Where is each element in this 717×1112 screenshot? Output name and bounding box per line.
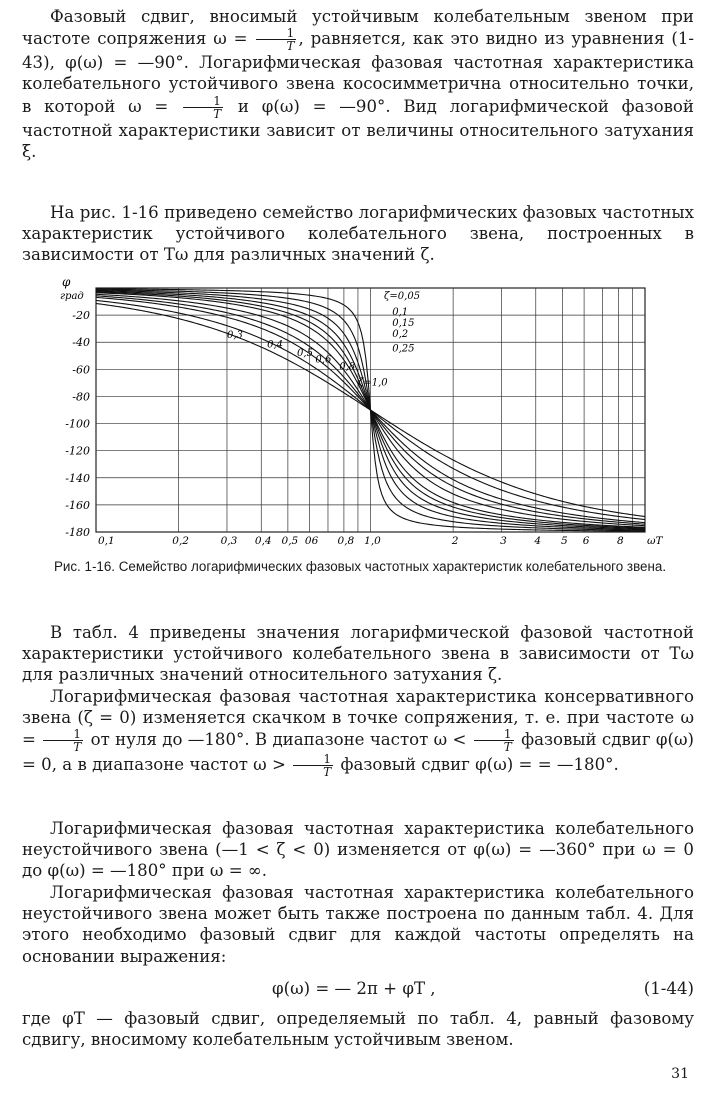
y-axis-label-unit: град xyxy=(60,291,84,302)
x-tick-label: 8 xyxy=(617,535,624,547)
y-tick-label: -80 xyxy=(72,390,90,404)
paragraph-3: В табл. 4 приведены значения логарифмической фазовой частотной характеристики устойчивого колебательного звена в зависимости от Tω для различных значений относительного затухания ζ. xyxy=(22,623,694,685)
x-tick-label: 6 xyxy=(582,535,590,547)
paragraph-4-part-c: фазовый сдвиг φ(ω) = 0, а в диапазоне частот ω > xyxy=(22,730,694,775)
fraction-1-over-t xyxy=(183,95,223,120)
fraction-numerator: 1 xyxy=(183,95,223,108)
curve-annotation: 0,15 xyxy=(392,317,415,329)
fraction-denominator: T xyxy=(286,39,295,54)
x-tick-label: 2 xyxy=(451,535,459,547)
curve-annotation: ζ=1,0 xyxy=(357,377,388,389)
y-tick-label: -100 xyxy=(65,417,90,431)
paragraph-4-part-b: от нуля до —180°. В диапазоне частот ω < xyxy=(90,730,467,750)
paragraph-1-part-a: Фазовый сдвиг, вносимый устойчивым колебательным звеном при частоте сопряжения ω = xyxy=(22,7,694,49)
paragraph-7: где φT — фазовый сдвиг, определяемый по табл. 4, равный фазовому сдвигу, вносимому колебательным устойчивым звеном. xyxy=(22,1009,694,1050)
curve-annotation: 0,5 xyxy=(297,347,313,359)
fraction-numerator: 1 xyxy=(256,27,296,40)
curve-annotation: 0,1 xyxy=(392,307,409,319)
x-tick-label: 1,0 xyxy=(364,535,381,547)
x-tick-label: 3 xyxy=(500,535,507,547)
y-tick-label: -160 xyxy=(65,498,90,512)
x-tick-label: 0,8 xyxy=(337,535,355,547)
y-tick-label: -20 xyxy=(72,309,90,323)
fraction-denominator: T xyxy=(323,765,332,780)
formula-number: (1-44) xyxy=(643,979,694,998)
formula-expression: φ(ω) = — 2π + φT , xyxy=(272,979,436,998)
curve-annotation: 0,8 xyxy=(339,361,356,373)
x-tick-label: 0,1 xyxy=(98,535,115,547)
paragraph-2: На рис. 1-16 приведено семейство логарифмических фазовых частотных характеристик устойчивого колебательного звена, построенных в зависимости от Tω для различных значений ζ. xyxy=(22,203,694,265)
y-axis-label-symbol: φ xyxy=(62,275,71,289)
fraction-1-over-t xyxy=(474,728,514,753)
paragraph-6: Логарифмическая фазовая частотная характеристика колебательного неустойчивого звена может быть также построена по данным табл. 4. Для этого необходимо фазовый сдвиг для каждой частоты определять на основании выражения: xyxy=(22,883,694,966)
page-number: 31 xyxy=(671,1066,689,1082)
figure-caption: Рис. 1-16. Семейство логарифмических фазовых частотных характеристик колебательного звена. xyxy=(53,559,667,574)
paragraph-1-part-c: и φ(ω) = —90°. Вид логарифмической фазовой частотной характеристики зависит от величины относительного затухания ξ. xyxy=(22,96,694,161)
x-tick-label: 5 xyxy=(561,535,568,547)
fraction-numerator: 1 xyxy=(474,728,514,741)
paragraph-4-part-d: фазовый сдвиг φ(ω) = = —180°. xyxy=(340,755,619,775)
y-tick-label: -180 xyxy=(65,526,90,539)
curve-annotation: 0,3 xyxy=(226,330,243,342)
x-tick-label: 0,3 xyxy=(220,535,238,547)
fraction-denominator: T xyxy=(503,740,512,755)
curve-annotation: 0,6 xyxy=(315,354,332,366)
x-tick-label: 0,5 xyxy=(281,535,299,547)
paragraph-4-part-a: Логарифмическая фазовая частотная характеристика консервативного звена (ζ = 0) изменяется скачком в точке сопряжения, т. е. при частоте ω = xyxy=(22,687,694,750)
y-tick-label: -140 xyxy=(65,471,90,485)
curve-annotation: 0,4 xyxy=(267,339,283,351)
fraction-denominator: T xyxy=(213,106,222,121)
paragraph-5: Логарифмическая фазовая частотная характеристика колебательного неустойчивого звена (—1 < ζ < 0) изменяется от φ(ω) = —360° при ω = 0 до φ(ω) = —180° при ω = ∞. xyxy=(22,819,694,881)
fraction-denominator: T xyxy=(73,740,82,755)
y-tick-label: -60 xyxy=(72,363,90,377)
phase-response-chart xyxy=(40,270,663,552)
fraction-1-over-t xyxy=(43,728,83,753)
x-tick-label: 4 xyxy=(534,535,542,547)
x-tick-label: 0,4 xyxy=(254,535,272,547)
fraction-1-over-t xyxy=(293,753,333,778)
paragraph-4 xyxy=(22,686,694,778)
x-tick-label: 0,2 xyxy=(172,535,189,547)
fraction-numerator: 1 xyxy=(293,753,333,766)
y-tick-label: -120 xyxy=(65,444,90,458)
paragraph-1-part-b: , равняется, как это видно из уравнения (1-43), φ(ω) = —90°. Логарифмическая фазовая частотная характеристика колебательного устойчивого звена кососимметрична относительно точки, в которой ω = xyxy=(22,29,694,116)
y-tick-label: -40 xyxy=(72,336,90,350)
curve-annotation: 0,2 xyxy=(392,328,409,340)
x-axis-label: ωT xyxy=(647,535,663,547)
fraction-1-over-t xyxy=(256,27,296,52)
curve-annotation: ζ=0,05 xyxy=(384,290,421,302)
x-tick-label: 06 xyxy=(304,535,319,547)
paragraph-1 xyxy=(22,6,694,162)
curve-annotation: 0,25 xyxy=(392,343,415,355)
fraction-numerator: 1 xyxy=(43,728,83,741)
